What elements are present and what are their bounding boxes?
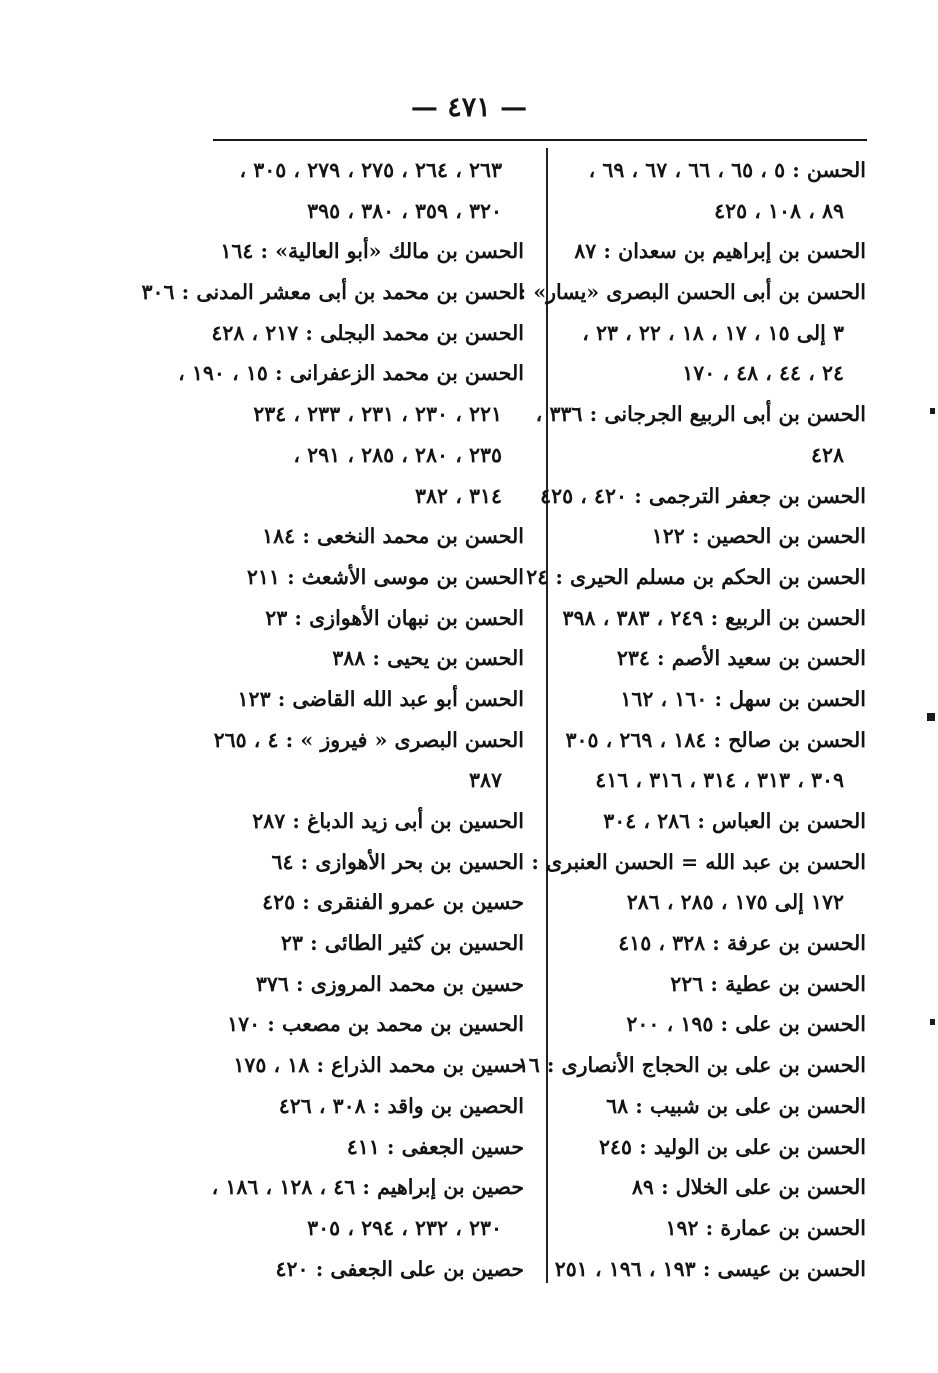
index-continuation-line: ٢٢١ ، ٢٣٠ ، ٢٣١ ، ٢٣٣ ، ٢٣٤	[253, 402, 502, 427]
index-continuation-line: ٣ إلى ١٥ ، ١٧ ، ١٨ ، ٢٢ ، ٢٣ ،	[582, 320, 844, 345]
index-entry: الحسن بن الحكم بن مسلم الحيرى : ٢٤	[526, 564, 866, 589]
index-entry: الحسن البصرى « فيروز » : ٤ ، ٢٦٥	[213, 727, 524, 752]
index-column-right	[517, 150, 866, 1289]
index-entry: حسين بن محمد المروزى : ٣٧٦	[255, 971, 524, 996]
index-entry: الحسن بن العباس : ٢٨٦ ، ٣٠٤	[603, 809, 866, 833]
page-number: — ٤٧١ —	[410, 92, 528, 123]
index-entry: الحسن بن محمد النخعى : ١٨٤	[262, 524, 524, 549]
index-entry: حسين بن محمد الذراع : ١٨ ، ١٧٥	[233, 1053, 524, 1078]
index-entry: الحسن بن نبهان الأهوازى : ٢٣	[265, 605, 524, 630]
index-continuation-line: ٨٩ ، ١٠٨ ، ٤٢٥	[714, 198, 844, 223]
index-entry: الحسن بن محمد الزعفرانى : ١٥ ، ١٩٠ ،	[178, 361, 524, 386]
index-entry: الحسن بن أبى الحسن البصرى «يسار» :	[518, 280, 866, 305]
index-entry: الحسن أبو عبد الله القاضى : ١٢٣	[237, 686, 524, 711]
index-continuation-line: ٣١٤ ، ٣٨٢	[415, 483, 502, 508]
index-continuation-line: ٣٢٠ ، ٣٥٩ ، ٣٨٠ ، ٣٩٥	[307, 198, 502, 223]
index-entry: الحسن بن على بن شبيب : ٦٨	[606, 1093, 866, 1118]
index-entry: حسين بن عمرو الفنقرى : ٤٢٥	[262, 890, 524, 915]
index-entry: الحصين بن واقد : ٣٠٨ ، ٤٢٦	[278, 1093, 524, 1118]
index-entry: الحسن بن عرفة : ٣٢٨ ، ٤١٥	[618, 931, 866, 956]
index-entry: الحسين بن محمد بن مصعب : ١٧٠	[227, 1012, 524, 1037]
index-entry: الحسن بن إبراهيم بن سعدان : ٨٧	[574, 239, 866, 264]
margin-mark	[927, 713, 935, 721]
index-entry: الحسن بن الربيع : ٢٤٩ ، ٣٨٣ ، ٣٩٨	[562, 605, 866, 630]
index-entry: الحسن بن الحصين : ١٢٢	[651, 524, 866, 549]
index-continuation-line: ٢٣٠ ، ٢٣٢ ، ٢٩٤ ، ٣٠٥	[307, 1215, 502, 1240]
column-divider	[546, 148, 548, 1283]
index-entry: حسين الجعفى : ٤١١	[346, 1134, 524, 1159]
index-continuation-line: ٤٢٨	[810, 442, 844, 467]
index-continuation-line: ١٧٢ إلى ١٧٥ ، ٢٨٥ ، ٢٨٦	[626, 890, 844, 915]
index-entry: الحسين بن أبى زيد الدباغ : ٢٨٧	[252, 809, 524, 833]
index-entry: الحسن بن موسى الأشعث : ٢١١	[246, 564, 524, 589]
index-entry: الحسن بن مالك «أبو العالية» : ١٦٤	[220, 239, 524, 264]
index-entry: الحسن بن سعيد الأصم : ٢٣٤	[616, 646, 866, 671]
index-continuation-line: ٣٠٩ ، ٣١٣ ، ٣١٤ ، ٣١٦ ، ٤١٦	[595, 768, 844, 793]
index-entry: الحسن بن محمد البجلى : ٢١٧ ، ٤٢٨	[211, 320, 524, 345]
index-entry: الحسن بن عيسى : ١٩٣ ، ١٩٦ ، ٢٥١	[554, 1256, 866, 1281]
index-entry: الحسن بن صالح : ١٨٤ ، ٢٦٩ ، ٣٠٥	[565, 727, 866, 752]
index-entry: الحسن : ٥ ، ٦٥ ، ٦٦ ، ٦٧ ، ٦٩ ،	[588, 158, 866, 182]
margin-mark	[930, 408, 935, 414]
index-entry: الحسن بن عبد الله = الحسن العنبرى :	[531, 849, 866, 874]
index-entry: الحسين بن كثير الطائى : ٢٣	[280, 931, 524, 956]
index-entry: الحسن بن عمارة : ١٩٢	[665, 1215, 866, 1240]
index-entry: الحسن بن عطية : ٢٢٦	[670, 971, 866, 996]
index-entry: الحسن بن أبى الربيع الجرجانى : ٣٣٦ ،	[535, 402, 866, 427]
index-continuation-line: ٢٣٥ ، ٢٨٠ ، ٢٨٥ ، ٢٩١ ،	[293, 442, 502, 467]
margin-mark	[930, 1019, 935, 1025]
header-rule	[213, 139, 867, 141]
index-continuation-line: ٢٤ ، ٤٤ ، ٤٨ ، ١٧٠	[682, 361, 844, 386]
index-continuation-line: ٣٨٧	[468, 768, 502, 793]
index-entry: الحسين بن بحر الأهوازى : ٦٤	[271, 849, 524, 874]
index-entry: الحسن بن على بن الوليد : ٢٤٥	[599, 1134, 866, 1159]
index-entry: الحسن بن سهل : ١٦٠ ، ١٦٢	[620, 686, 866, 711]
index-column-left	[141, 150, 524, 1289]
index-continuation-line: ٢٦٣ ، ٢٦٤ ، ٢٧٥ ، ٢٧٩ ، ٣٠٥ ،	[239, 158, 502, 182]
index-entry: الحسن بن على : ١٩٥ ، ٢٠٠	[626, 1012, 866, 1037]
index-entry: حصين بن إبراهيم : ٤٦ ، ١٢٨ ، ١٨٦ ،	[211, 1175, 524, 1200]
index-entry: الحسن بن جعفر الترجمى : ٤٢٠ ، ٤٢٥	[540, 483, 866, 508]
index-entry: الحسن بن يحيى : ٣٨٨	[332, 646, 524, 671]
index-entry: الحسن بن على الخلال : ٨٩	[631, 1175, 866, 1200]
index-entry: الحسن بن على بن الحجاج الأنصارى : ١٦	[517, 1053, 866, 1078]
index-entry: حصين بن على الجعفى : ٤٢٠	[275, 1256, 524, 1281]
index-entry: الحسن بن محمد بن أبى معشر المدنى : ٣٠٦	[141, 280, 524, 305]
